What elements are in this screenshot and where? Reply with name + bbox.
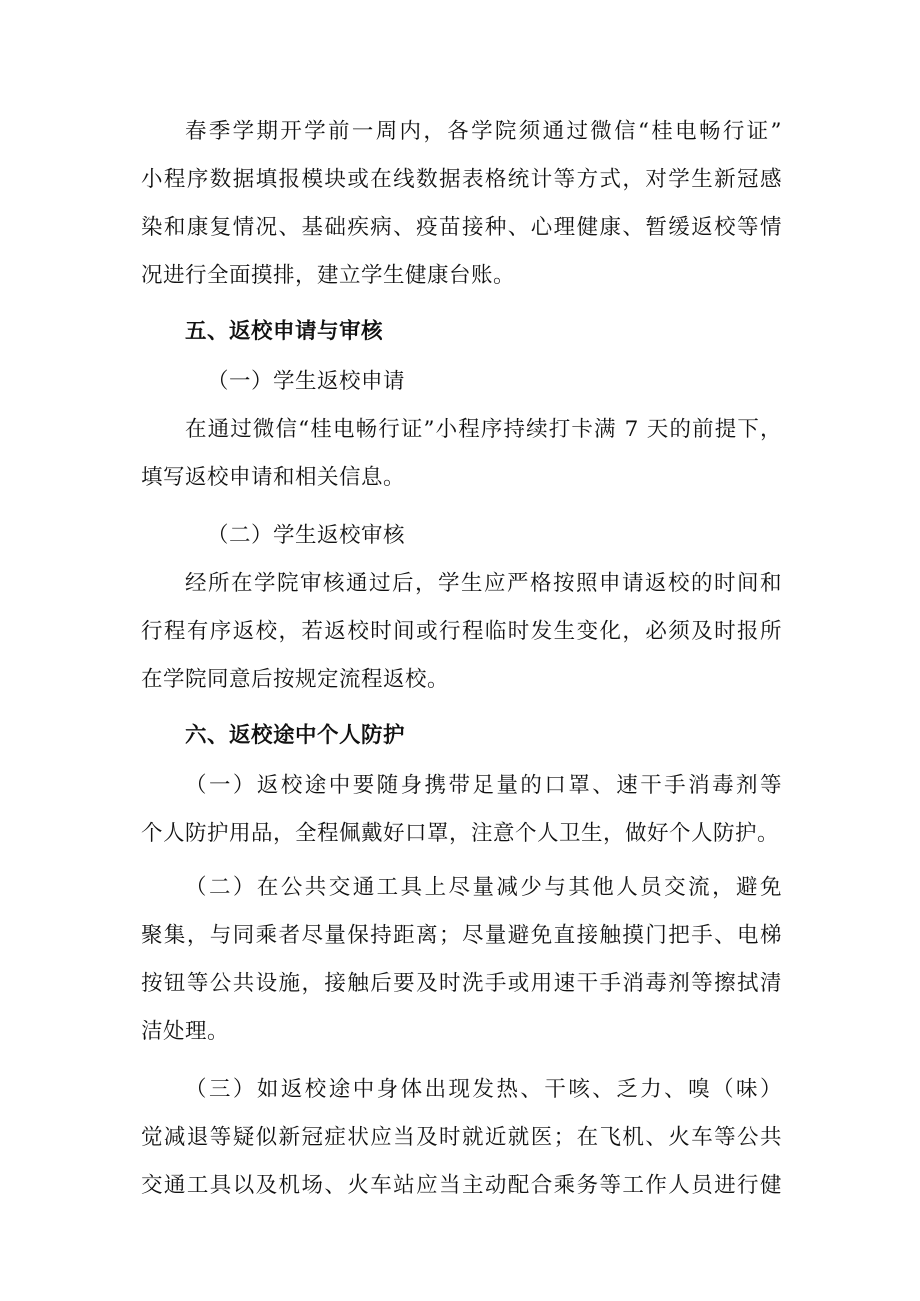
text-line: 个人防护用品，全程佩戴好口罩，注意个人卫生，做好个人防护。 — [141, 821, 780, 846]
text-line: （一）返校途中要随身携带足量的口罩、速干手消毒剂等 — [185, 773, 782, 798]
paragraph-protection-item-3 — [141, 1066, 782, 1210]
text-line: 填写返校申请和相关信息。 — [141, 465, 406, 490]
paragraph-protection-item-2 — [141, 864, 782, 1056]
subheading-review: （二）学生返校审核 — [207, 523, 406, 548]
text-line: （二）在公共交通工具上尽量减少与其他人员交流，避免 — [185, 875, 782, 900]
text-line: 况进行全面摸排，建立学生健康台账。 — [141, 263, 516, 288]
text-line: （三）如返校途中身体出现发热、干咳、乏力、嗅（味） — [185, 1077, 782, 1102]
section-heading-return-application: 五、返校申请与审核 — [185, 319, 384, 344]
text-line: 觉减退等疑似新冠症状应当及时就近就医；在飞机、火车等公共 — [141, 1125, 782, 1150]
text-line: 经所在学院审核通过后，学生应严格按照申请返校的时间和 — [185, 571, 782, 596]
paragraph-protection-item-1 — [141, 762, 782, 858]
text-line: 小程序数据填报模块或在线数据表格统计等方式，对学生新冠感 — [141, 167, 782, 192]
section-heading-personal-protection: 六、返校途中个人防护 — [185, 723, 406, 748]
paragraph-application — [141, 406, 782, 502]
text-line: 在学院同意后按规定流程返校。 — [141, 667, 450, 692]
text-line: 洁处理。 — [141, 1019, 230, 1044]
paragraph-review — [141, 560, 782, 704]
paragraph-spring-survey — [141, 108, 782, 300]
text-line: 春季学期开学前一周内，各学院须通过微信“桂电畅行证” — [185, 119, 782, 144]
text-line: 交通工具以及机场、火车站应当主动配合乘务等工作人员进行健 — [141, 1173, 782, 1198]
text-line: 按钮等公共设施，接触后要及时洗手或用速干手消毒剂等擦拭清 — [141, 971, 782, 996]
text-line: 行程有序返校，若返校时间或行程临时发生变化，必须及时报所 — [141, 619, 782, 644]
text-line: 聚集，与同乘者尽量保持距离；尽量避免直接触摸门把手、电梯 — [141, 923, 782, 948]
text-line: 在通过微信“桂电畅行证”小程序持续打卡满 7 天的前提下， — [185, 417, 782, 442]
subheading-application: （一）学生返校申请 — [207, 369, 406, 394]
text-line: 染和康复情况、基础疾病、疫苗接种、心理健康、暂缓返校等情 — [141, 215, 782, 240]
